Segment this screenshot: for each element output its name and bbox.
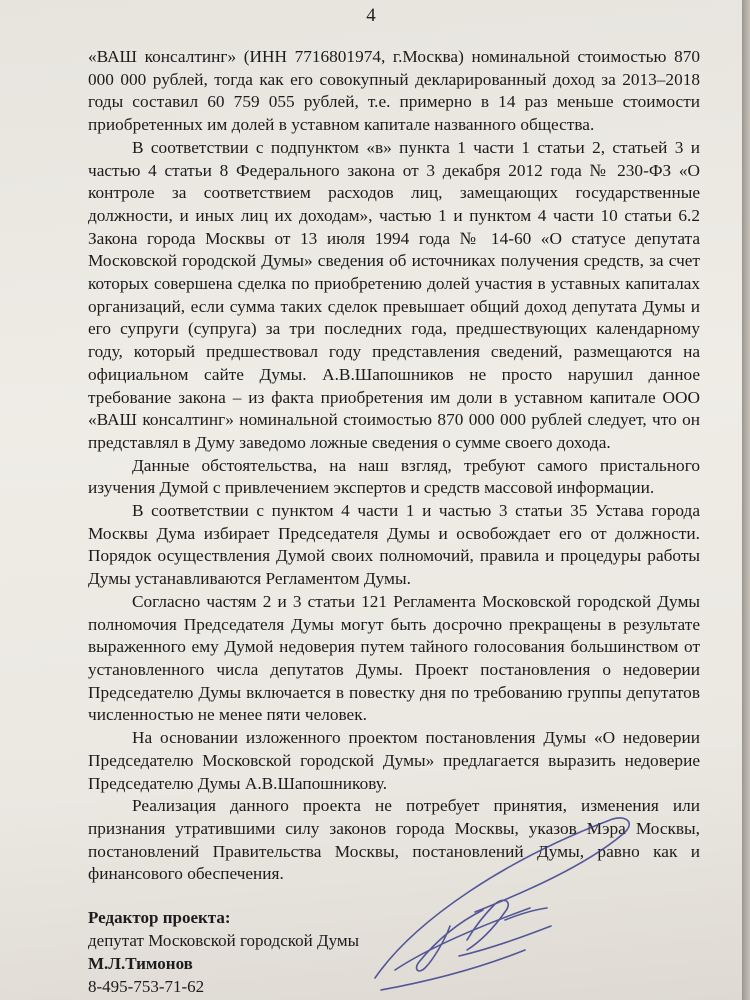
editor-position: депутат Московской городской Думы bbox=[88, 931, 360, 950]
page-edge-shadow bbox=[742, 0, 750, 1000]
paragraph-1: «ВАШ консалтинг» (ИНН 7716801974, г.Москва) номинальной стоимостью 870 000 000 рублей, тогда как его совокупный декларированный доход за 2013–2018 годы составил 60 759 055 рублей, т.е. примерно в 14 раз меньше стоимости приобретенных им долей в уставном капитале названного общества. bbox=[88, 47, 700, 135]
signature-icon bbox=[355, 800, 645, 1000]
paragraph-3: Данные обстоятельства, на наш взгляд, требуют самого пристального изучения Думой с привлечением экспертов и средств массовой информации. bbox=[88, 455, 700, 498]
page-number: 4 bbox=[366, 5, 376, 26]
paragraph-5: Согласно частям 2 и 3 статьи 121 Регламента Московской городской Думы полномочия Председателя Думы могут быть досрочно прекращены в результате выраженного ему Думой недоверия путем тайного голосования большинством от установленного числа депутатов Думы. Проект постановления о недоверии Председателю Думы включается в повестку дня по требованию группы депутатов численностью не менее пяти человек. bbox=[88, 591, 700, 725]
editor-heading: Редактор проекта: bbox=[88, 908, 231, 927]
paragraph-6: На основании изложенного проектом постановления Думы «О недоверии Председателю Московской городской Думы» предлагается выразить недоверие Председателю Думы А.В.Шапошникову. bbox=[88, 728, 700, 793]
editor-block bbox=[88, 906, 359, 998]
paragraph-4: В соответствии с пунктом 4 части 1 и частью 3 статьи 35 Устава города Москвы Дума избирает Председателя Думы и освобождает его от должности. Порядок осуществления Думой своих полномочий, правила и процедуры работы Думы устанавливаются Регламентом Думы. bbox=[88, 501, 700, 589]
editor-phone: 8-495-753-71-62 bbox=[88, 977, 205, 996]
paragraph-2: В соответствии с подпунктом «в» пункта 1 части 1 статьи 2, статьей 3 и частью 4 статьи 8 Федерального закона от 3 декабря 2012 года № 230-ФЗ «О контроле за соответствием расходов лиц, замещающих государственные должности, и иных лиц их доходам», частью 1 и пунктом 4 части 10 статьи 6.2 Закона города Москвы от 13 июля 1994 года № 14-60 «О статусе депутата Московской городской Думы» сведения об источниках получения средств, за счет которых совершена сделка по приобретению долей участия в уставных капиталах организаций, если сумма таких сделок превышает общий доход депутата Думы и его супруги (супруга) за три последних года, предшествующих календарному году, который предшествовал году представления сведений, размещаются на официальном сайте Думы. А.В.Шапошников не просто нарушил данное требование закона – из факта приобретения им доли в уставном капитале ООО «ВАШ консалтинг» номинальной стоимостью 870 000 000 рублей следует, что он представлял в Думу заведомо ложные сведения о сумме своего дохода. bbox=[88, 137, 700, 452]
paragraph-7: Реализация данного проекта не потребует принятия, изменения или признания утратившими силу законов города Москвы, указов Мэра Москвы, постановлений Правительства Москвы, постановлений Думы, равно как и финансового обеспечения. bbox=[88, 796, 700, 884]
editor-name: М.Л.Тимонов bbox=[88, 954, 193, 973]
document-body bbox=[88, 46, 700, 886]
